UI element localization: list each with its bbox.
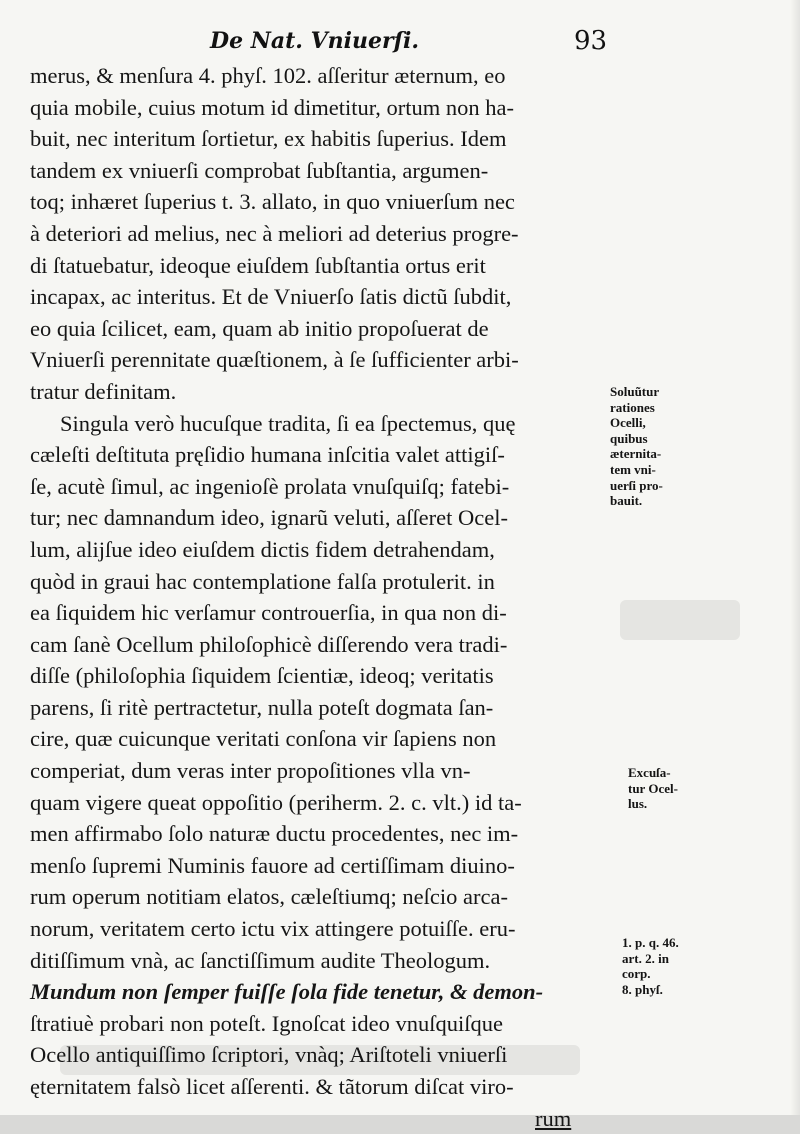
- text-line: Vniuerſi perennitate quæſtionem, à ſe ſufficienter arbi-: [30, 347, 519, 373]
- text-line: ea ſiquidem hic verſamur controuerſia, in qua non di-: [30, 600, 507, 626]
- text-line: Singula verò hucuſque tradita, ſi ea ſpectemus, quę: [60, 410, 516, 436]
- margin-note: Soluũtur rationes Ocelli, quibus æternita- tem vni- uerſi pro- bauit.: [610, 384, 663, 509]
- text-line: menſo ſupremi Numinis fauore ad certiſſimam diuino-: [30, 852, 515, 878]
- text-line: quam vigere queat oppoſitio (periherm. 2. c. vlt.) id ta-: [30, 789, 522, 815]
- margin-notes: [600, 0, 800, 1115]
- text-line: à deteriori ad melius, nec à meliori ad deterius progre-: [30, 220, 519, 246]
- text-line: tandem ex vniuerſi comprobat ſubſtantia, argumen-: [30, 157, 489, 183]
- body-text: [30, 60, 622, 1134]
- text-line: incapax, ac interitus. Et de Vniuerſo ſatis dictũ ſubdit,: [30, 284, 512, 310]
- text-line: comperiat, dum veras inter propoſitiones vlla vn-: [30, 758, 471, 784]
- text-line: Ocello antiquiſſimo ſcriptori, vnàq; Ariſtoteli vniuerſi: [30, 1042, 508, 1068]
- page-number: 93: [574, 26, 608, 56]
- text-line: tur; nec damnandum ideo, ignarũ veluti, aſſeret Ocel-: [30, 505, 508, 531]
- text-line: quia mobile, cuius motum id dimetitur, ortum non ha-: [30, 94, 515, 120]
- margin-note: 1. p. q. 46. art. 2. in corp. 8. phyſ.: [622, 935, 679, 997]
- text-line: norum, veritatem certo ictu vix attingere potuiſſe. eru-: [30, 916, 516, 942]
- page-edge-shadow: [790, 0, 800, 1115]
- text-line: ditiſſimum vnà, ac ſanctiſſimum audite Theologum.: [30, 947, 491, 973]
- text-line: ſe, acutè ſimul, ac ingenioſè prolata vnuſquiſq; fatebi-: [30, 473, 510, 499]
- text-line: cæleſti deſtituta pręſidio humana inſcitia valet attigiſ-: [30, 442, 505, 468]
- text-line: merus, & menſura 4. phyſ. 102. aſſeritur æternum, eo: [30, 63, 506, 88]
- text-line: eo quia ſcilicet, eam, quam ab initio propoſuerat de: [30, 315, 489, 341]
- text-line: Mundum non ſemper fuiſſe ſola fide tenetur, & demon-: [30, 979, 544, 1005]
- text-line: lum, alijſue ideo eiuſdem dictis fidem detrahendam,: [30, 536, 495, 562]
- running-head: De Nat. Vniuerſi.: [210, 28, 420, 54]
- text-line: cire, quæ cuicunque veritati conſona vir ſapiens non: [30, 726, 497, 752]
- text-line: parens, ſi ritè pertractetur, nulla poteſt dogmata ſan-: [30, 694, 494, 720]
- text-line: toq; inhæret ſuperius t. 3. allato, in quo vniuerſum nec: [30, 189, 515, 215]
- text-line: buit, nec interitum ſortietur, ex habitis ſuperius. Idem: [30, 126, 507, 152]
- text-line: diſſe (philoſophia ſiquidem ſcientiæ, ideoq; veritatis: [30, 663, 494, 689]
- text-line: ęternitatem falsò licet aſſerenti. & tãtorum diſcat viro-: [30, 1074, 514, 1099]
- text-line: quòd in graui hac contemplatione falſa protulerit. in: [30, 568, 495, 594]
- text-line: di ſtatuebatur, ideoque eiuſdem ſubſtantia ortus erit: [30, 252, 486, 278]
- text-line: ſtratiuè probari non poteſt. Ignoſcat ideo vnuſquiſque: [30, 1010, 504, 1036]
- text-line: tratur definitam.: [30, 378, 177, 404]
- text-line: men affirmabo ſolo naturæ ductu procedentes, nec im-: [30, 821, 519, 847]
- text-line: rum: [535, 1105, 572, 1131]
- text-line: cam ſanè Ocellum philoſophicè diſſerendo vera tradi-: [30, 631, 508, 657]
- margin-note: Excuſa- tur Ocel- lus.: [628, 765, 678, 812]
- text-line: rum operum notitiam elatos, cæleſtiumq; neſcio arca-: [30, 884, 508, 910]
